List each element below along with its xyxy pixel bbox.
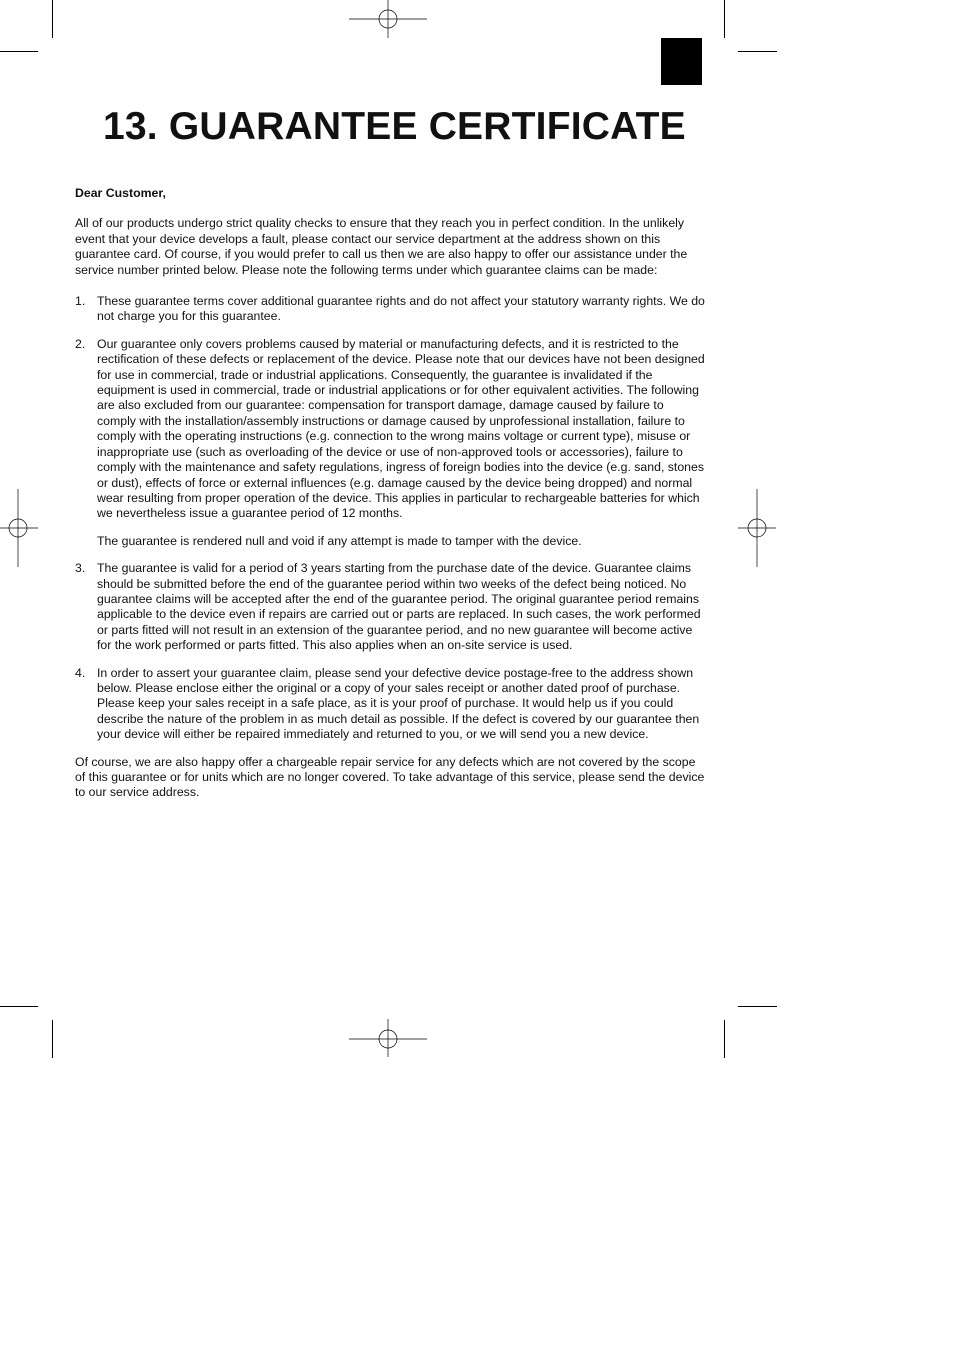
greeting: Dear Customer, [75, 186, 166, 200]
term-item-1 [75, 294, 705, 325]
term-text: Our guarantee only covers problems caused by material or manufacturing defects, and it is restricted to the rectification of these defects or replacement of the device. Please note that our devices have not been designed for use in commercial, trade or industrial applications. Consequently, the guarantee is invalidated if the equipment is used in commercial, trade or industrial applications or for other equivalent activities. The following are also excluded from our guarantee: compensation for transport damage, damage caused by failure to comply with the installation/assembly instructions or damage caused by unprofessional installation, failure to comply with the operating instructions (e.g. connection to the wrong mains voltage or current type), misuse or inappropriate use (such as overloading of the device or use of non-approved tools or accessories), failure to comply with the maintenance and safety regulations, ingress of foreign bodies into the device (e.g. sand, stones or dust), effects of force or external influences (e.g. damage caused by the device being dropped) and normal wear resulting from proper operation of the device. This applies in particular to rechargeable batteries for which we nevertheless issue a guarantee period of 12 months. [97, 336, 705, 521]
term-text: The guarantee is valid for a period of 3 years starting from the purchase date of the device. Guarantee claims should be submitted before the end of the guarantee period within two weeks of the defect being noticed. No guarantee claims will be accepted after the end of the guarantee period. The original guarantee period remains applicable to the device even if repairs are carried out or parts are replaced. In such cases, the work performed or parts fitted will not result in an extension of the guarantee period, and no new guarantee will become active for the work performed or parts fitted. This also applies when an on-site service is used. [97, 561, 701, 653]
crop-mark-top-left-vertical [52, 0, 53, 38]
crop-mark-bottom-left-horizontal [0, 1006, 38, 1007]
crop-mark-bottom-right-horizontal [738, 1006, 777, 1007]
term-text: These guarantee terms cover additional guarantee rights and do not affect your statutory warranty rights. We do not charge you for this guarantee. [97, 294, 705, 324]
term-number: 4. [75, 665, 86, 680]
page-title: 13. GUARANTEE CERTIFICATE [103, 105, 686, 148]
registration-mark-left-icon [0, 489, 40, 569]
term-item-3 [75, 561, 705, 653]
registration-mark-top-icon [349, 0, 429, 40]
term-text: In order to assert your guarantee claim, please send your defective device postage-free to the address shown below. Please enclose either the original or a copy of your sales receipt or another dated proof of purchase. Please keep your sales receipt in a safe place, as it is your proof of purchase. It would help us if you could describe the nature of the problem in as much detail as possible. If the defect is covered by our guarantee then your device will either be repaired immediately and returned to you, or we will send you a new device. [97, 665, 700, 742]
document-body [75, 186, 705, 801]
crop-mark-bottom-right-vertical [724, 1020, 725, 1058]
closing-paragraph: Of course, we are also happy offer a chargeable repair service for any defects which are not covered by the scope of this guarantee or for units which are no longer covered. To take advantage of this service, please send the device to our service address. [75, 754, 705, 800]
crop-mark-top-right-horizontal [738, 51, 777, 52]
registration-mark-bottom-icon [349, 1019, 429, 1059]
term-number: 3. [75, 561, 86, 576]
term-subtext: The guarantee is rendered null and void if any attempt is made to tamper with the device. [97, 533, 582, 548]
crop-mark-top-left-horizontal [0, 51, 38, 52]
term-number: 2. [75, 336, 86, 351]
intro-paragraph: All of our products undergo strict quality checks to ensure that they reach you in perfect condition. In the unlikely event that your device develops a fault, please contact our service department at the address shown on this guarantee card. Of course, if you would prefer to call us then we are also happy to offer our assistance under the service number printed below. Please note the following terms under which guarantee claims can be made: [75, 216, 688, 277]
term-item-4 [75, 666, 705, 743]
crop-mark-top-right-vertical [724, 0, 725, 38]
terms-list [75, 294, 705, 743]
section-marker-block [661, 38, 702, 85]
term-item-2 [75, 337, 705, 549]
crop-mark-bottom-left-vertical [52, 1020, 53, 1058]
term-number: 1. [75, 294, 86, 309]
registration-mark-right-icon [737, 489, 777, 569]
